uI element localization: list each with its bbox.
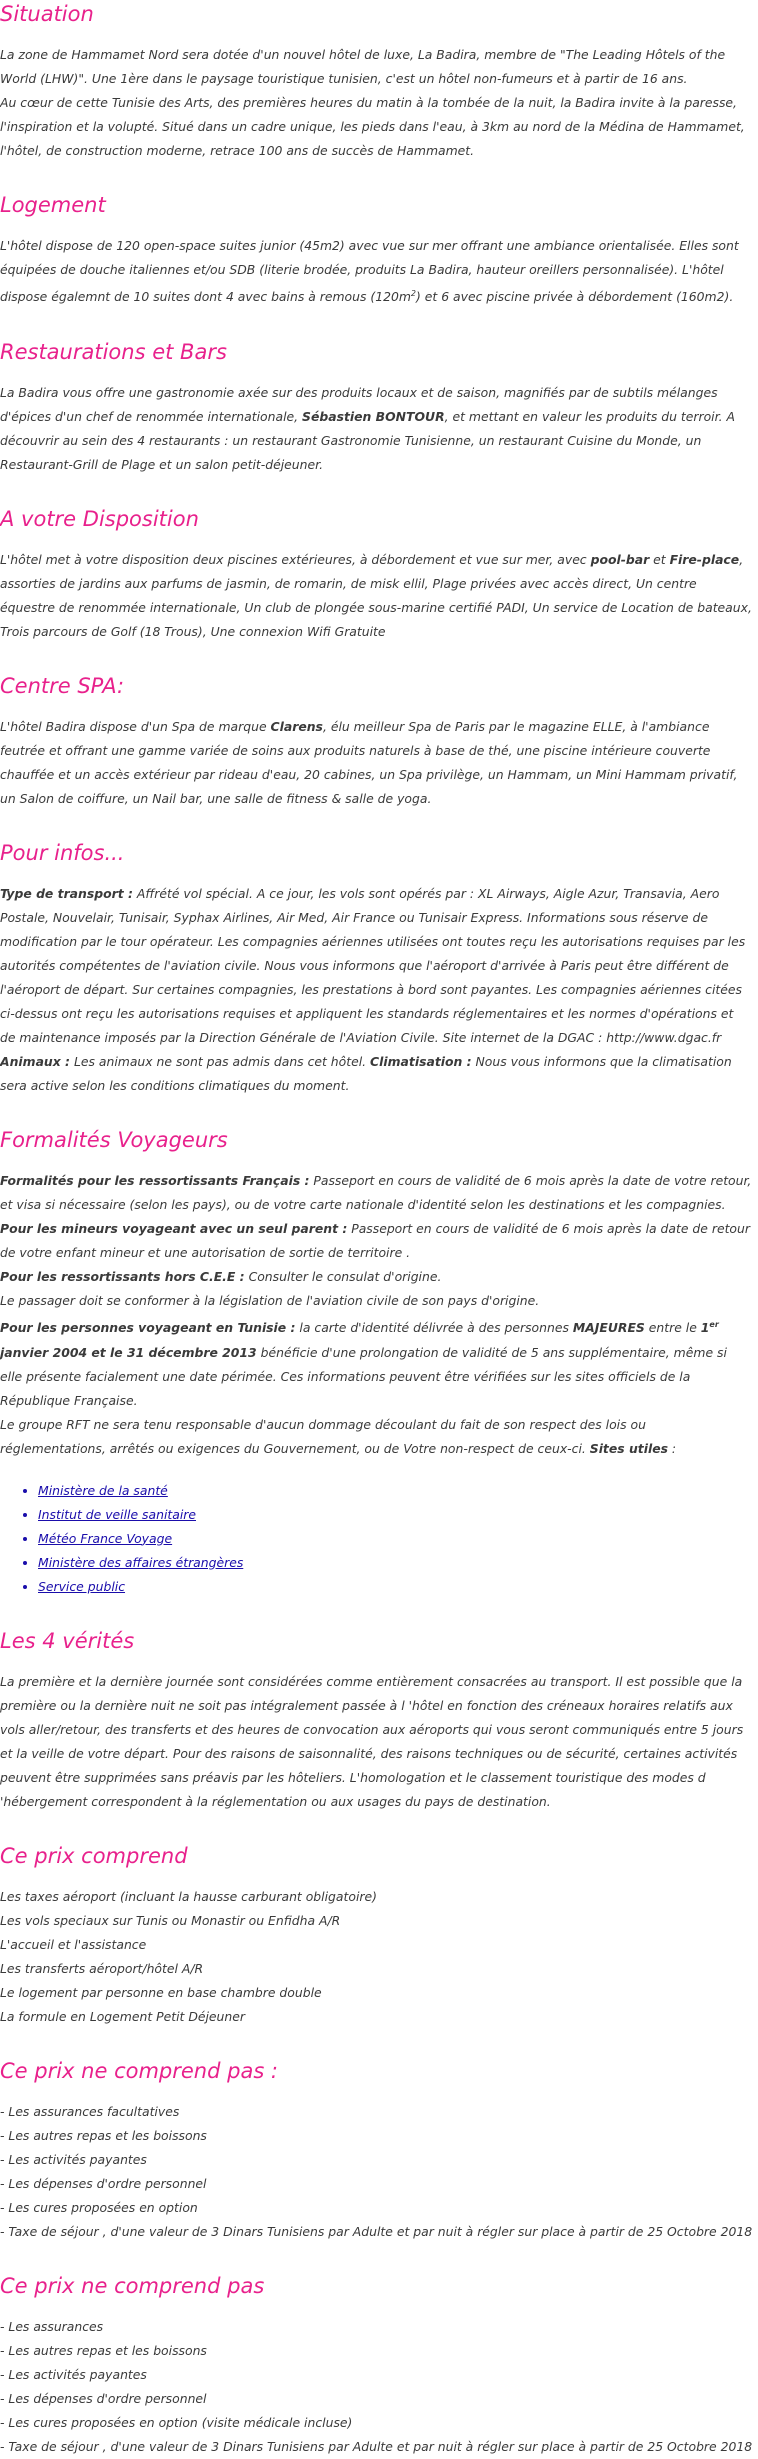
list-item: Les taxes aéroport (incluant la hausse carburant obligatoire) <box>0 1888 377 1904</box>
section-title: Formalités Voyageurs <box>0 1128 228 1153</box>
section-title: Centre SPA: <box>0 673 125 698</box>
verites-paragraph: La première et la dernière journée sont considérées comme entièrement consacrées au transport. Il est possible que la première ou la dernière nuit ne soit pas intégralement passée à l 'hôtel en fonction des créneaux horaires relatifs aux vols aller/retour, des transferts et des heures de convocation aux aéroports qui vous seront communiqués entre 5 jours et la veille de votre départ. Pour des raisons de saisonnalité, des raisons techniques ou de sécurité, certaines activités peuvent être supprimées sans préavis par les hôteliers. L'homologation et le classement touristique des modes d 'hébergement correspondent à la réglementation ou aux usages du pays de destination. <box>0 1673 744 1809</box>
list-item: - Les assurances <box>0 2319 104 2335</box>
formalites-paragraph: Formalités pour les ressortissants Français : Passeport en cours de validité de 6 mois après la date de votre retour, et visa si nécessaire (selon les pays), ou de votre carte nationale d'identité selon les destinations et les compagnies. Pour les mineurs voyageant avec un seul parent : Passeport en cours de validité de 6 mois après la date de retour de votre enfant mineur et une autorisation de sortie de territoire . Pour les ressortissants hors C.E.E : Consulter le consulat d'origine. Le passager doit se conformer à la législation de l'aviation civile de son pays d'origine. Pour les personnes voyageant en Tunisie : la carte d'identité délivrée à des personnes MAJEURES entre le 1er janvier 2004 et le 31 décembre 2013 bénéficie d'une prolongation de validité de 5 ans supplémentaire, même si elle présente facialement une date périmée. Ces informations peuvent être vérifiées sur les sites officiels de la République Française. Le groupe RFT ne sera tenu responsable d'aucun dommage découlant du fait de son respect des lois ou réglementations, arrêtés ou exigences du Gouvernement, ou de Votre non-respect de ceux-ci. Sites utiles : <box>0 1173 752 1456</box>
situation-paragraph: La zone de Hammamet Nord sera dotée d'un nouvel hôtel de luxe, La Badira, membre de "The Leading Hôtels of the World (LHW)". Une 1ère dans le paysage touristique tunisien, c'est un hôtel non-fumeurs et à partir de 16 ans. Au cœur de cette Tunisie des Arts, des premières heures du matin à la tombée de la nuit, la Badira invite à la paresse, l'inspiration et la volupté. Situé dans un cadre unique, les pieds dans l'eau, à 3km au nord de la Médina de Hammamet, l'hôtel, de construction moderne, retrace 100 ans de succès de Hammamet. <box>0 47 745 159</box>
included-list <box>0 1885 752 2029</box>
link-ministere-sante[interactable]: Ministère de la santé <box>38 1482 168 1498</box>
list-item: L'accueil et l'assistance <box>0 1936 147 1952</box>
section-prix-comprend <box>0 1844 752 2029</box>
section-formalites <box>0 1128 752 1598</box>
list-item: La formule en Logement Petit Déjeuner <box>0 2008 245 2024</box>
excluded-list <box>0 2100 752 2244</box>
link-service-public[interactable]: Service public <box>38 1578 126 1594</box>
list-item: - Les dépenses d'ordre personnel <box>0 2176 207 2192</box>
link-affaires-etrangeres[interactable]: Ministère des affaires étrangères <box>38 1554 244 1570</box>
list-item: - Les autres repas et les boissons <box>0 2343 207 2359</box>
list-item <box>38 1527 752 1551</box>
section-title: Les 4 vérités <box>0 1628 135 1653</box>
list-item <box>38 1575 752 1599</box>
section-title: Restaurations et Bars <box>0 339 227 364</box>
list-item: - Les activités payantes <box>0 2367 147 2383</box>
link-institut-veille[interactable]: Institut de veille sanitaire <box>38 1506 196 1522</box>
section-title: Pour infos... <box>0 841 125 866</box>
list-item: - Les assurances facultatives <box>0 2104 180 2120</box>
section-spa <box>0 674 752 811</box>
section-title: Logement <box>0 193 106 218</box>
excluded-list <box>0 2315 752 2459</box>
list-item: - Les activités payantes <box>0 2152 147 2168</box>
section-title: A votre Disposition <box>0 506 199 531</box>
list-item <box>38 1503 752 1527</box>
list-item: - Taxe de séjour , d'une valeur de 3 Dinars Tunisiens par Adulte et par nuit à régler sur place à partir de 25 Octobre 2018 <box>0 2439 753 2455</box>
list-item <box>38 1551 752 1575</box>
list-item: - Les dépenses d'ordre personnel <box>0 2391 207 2407</box>
section-logement <box>0 193 752 309</box>
list-item: - Les cures proposées en option (visite médicale incluse) <box>0 2415 353 2431</box>
link-meteo-france[interactable]: Météo France Voyage <box>38 1530 173 1546</box>
list-item: - Taxe de séjour , d'une valeur de 3 Dinars Tunisiens par Adulte et par nuit à régler sur place à partir de 25 Octobre 2018 <box>0 2224 753 2240</box>
restauration-paragraph: La Badira vous offre une gastronomie axée sur des produits locaux et de saison, magnifiés par de subtils mélanges d'épices d'un chef de renommée internationale, Sébastien BONTOUR, et mettant en valeur les produits du terroir. A découvrir au sein des 4 restaurants : un restaurant Gastronomie Tunisienne, un restaurant Cuisine du Monde, un Restaurant-Grill de Plage et un salon petit-déjeuner. <box>0 384 735 472</box>
list-item: Le logement par personne en base chambre double <box>0 1984 322 2000</box>
list-item: Les transferts aéroport/hôtel A/R <box>0 1960 204 1976</box>
spa-paragraph: L'hôtel Badira dispose d'un Spa de marque Clarens, élu meilleur Spa de Paris par le magazine ELLE, à l'ambiance feutrée et offrant une gamme variée de soins aux produits naturels à base de thé, une piscine intérieure couverte chauffée et un accès extérieur par rideau d'eau, 20 cabines, un Spa privilège, un Hammam, un Mini Hammam privatif, un Salon de coiffure, un Nail bar, une salle de fitness & salle de yoga. <box>0 719 738 807</box>
section-title: Ce prix ne comprend pas <box>0 2274 265 2299</box>
section-title: Situation <box>0 2 94 26</box>
section-prix-ne-comprend-1 <box>0 2059 752 2244</box>
section-situation <box>0 0 752 163</box>
section-verites <box>0 1629 752 1814</box>
list-item <box>38 1479 752 1503</box>
disposition-paragraph: L'hôtel met à votre disposition deux piscines extérieures, à débordement et vue sur mer, avec pool-bar et Fire-place, assorties de jardins aux parfums de jasmin, de romarin, de misk ellil, Plage privées avec accès direct, Un centre équestre de renommée internationale, Un club de plongée sous-marine certifié PADI, Un service de Location de bateaux, Trois parcours de Golf (18 Trous), Une connexion Wifi Gratuite <box>0 551 752 639</box>
list-item: Les vols speciaux sur Tunis ou Monastir ou Enfidha A/R <box>0 1912 341 1928</box>
list-item: - Les autres repas et les boissons <box>0 2128 207 2144</box>
section-restauration <box>0 340 752 477</box>
section-infos <box>0 841 752 1098</box>
section-disposition <box>0 507 752 644</box>
logement-paragraph: L'hôtel dispose de 120 open-space suites junior (45m2) avec vue sur mer offrant une ambiance orientalisée. Elles sont équipées de douche italiennes et/ou SDB (literie brodée, produits La Badira, hauteur oreillers personnalisée). L'hôtel dispose égalemnt de 10 suites dont 4 avec bains à remous $(120m^2)$ et 6 avec piscine privée à débordement (160m2). <box>0 238 739 305</box>
infos-paragraph: Type de transport : Affrété vol spécial. A ce jour, les vols sont opérés par : XL Airways, Aigle Azur, Transavia, Aero Postale, Nouvelair, Tunisair, Syphax Airlines, Air Med, Air France ou Tunisair Express. Informations sous réserve de modification par le tour opérateur. Les compagnies aériennes utilisées ont toutes reçu les autorisations requises par les autorités compétentes de l'aviation civile. Nous vous informons que l'aéroport d'arrivée à Paris peut être différent de l'aéroport de départ. Sur certaines compagnies, les prestations à bord sont payantes. Les compagnies aériennes citées ci-dessus ont reçu les autorisations requises et appliquent les standards réglementaires et les normes d'opérations et de maintenance imposés par la Direction Générale de l'Aviation Civile. Site internet de la DGAC : http://www.dgac.fr Animaux : Les animaux ne sont pas admis dans cet hôtel. Climatisation : Nous vous informons que la climatisation sera active selon les conditions climatiques du moment. <box>0 886 746 1094</box>
useful-links-list <box>0 1479 752 1599</box>
list-item: - Les cures proposées en option <box>0 2200 198 2216</box>
section-title: Ce prix ne comprend pas : <box>0 2058 279 2083</box>
section-prix-ne-comprend-2 <box>0 2274 752 2459</box>
section-title: Ce prix comprend <box>0 1843 188 1868</box>
